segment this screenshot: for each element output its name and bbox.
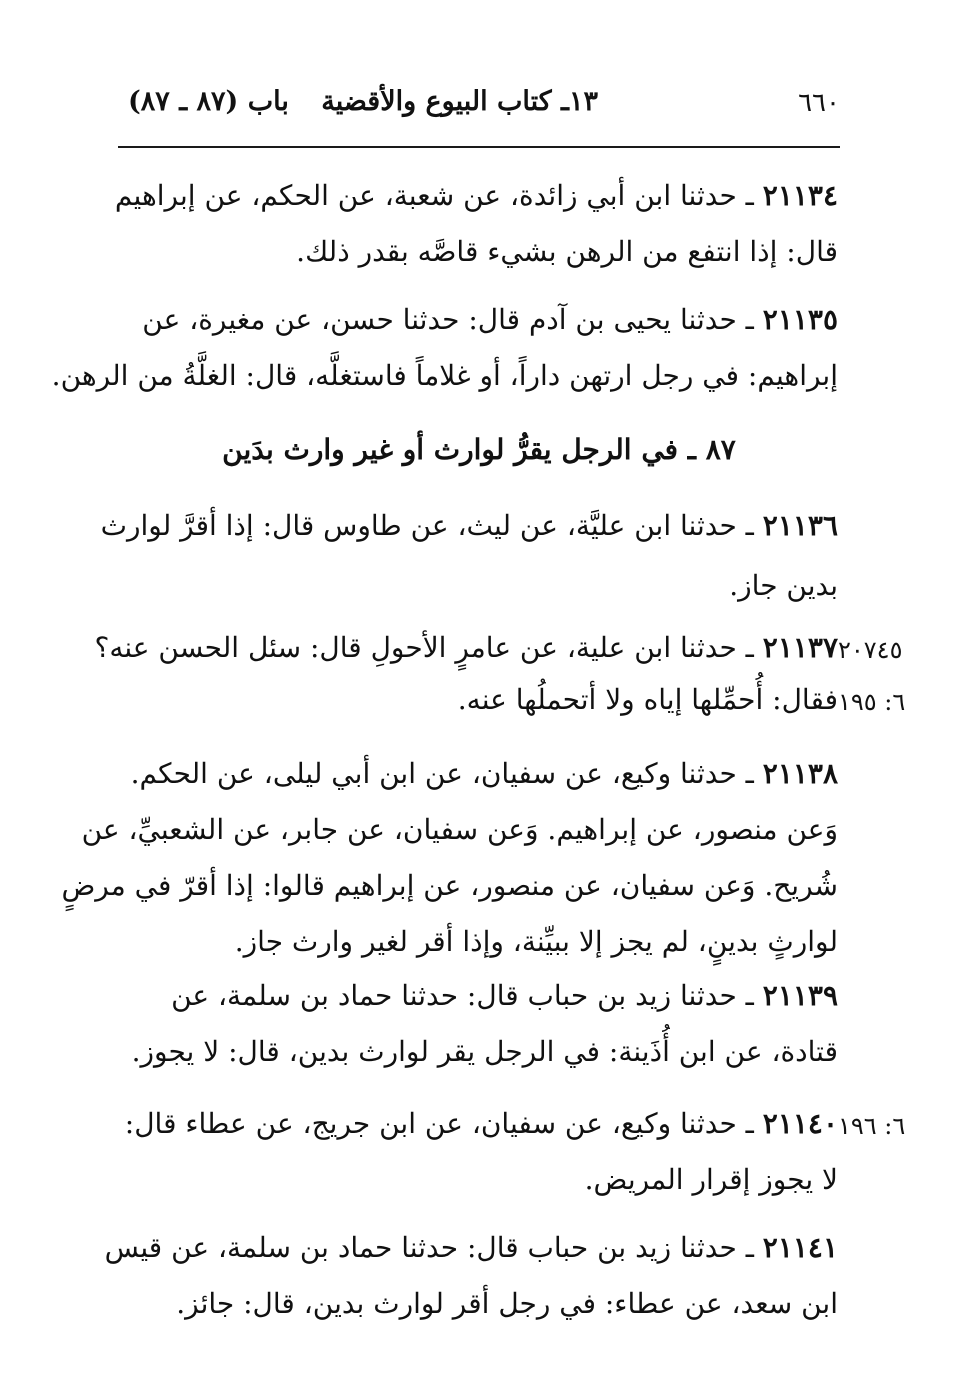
hadith-number: ٢١١٤١ — [762, 1231, 838, 1264]
paragraph-line: وَعن منصور، عن إبراهيم. وَعن سفيان، عن جابر، عن الشعبيِّ، عن — [81, 813, 838, 846]
paragraph-line: ابن سعد، عن عطاء: في رجل أقر لوارث بدين، قال: جائز. — [176, 1287, 838, 1320]
hadith-21139 — [108, 968, 838, 1080]
hadith-number: ٢١١٣٤ — [762, 179, 838, 212]
paragraph-line: بدين جاز. — [729, 569, 838, 602]
paragraph-line — [108, 746, 838, 802]
hadith-21136 — [100, 496, 838, 616]
paragraph-text: ـ حدثنا ابن أبي زائدة، عن شعبة، عن الحكم، عن إبراهيم — [114, 179, 754, 212]
paragraph-line: قال: إذا انتفع من الرهن بشيء قاصَّه بقدر ذلك. — [296, 235, 838, 268]
paragraph-line: شُريح. وَعن سفيان، عن منصور، عن إبراهيم قالوا: إذا أقرّ في مرضٍ — [61, 869, 838, 902]
hadith-number: ٢١١٣٥ — [762, 303, 838, 336]
paragraph-text: ـ حدثنا وكيع، عن سفيان، عن ابن جريج، عن عطاء قال: — [124, 1107, 754, 1140]
paragraph-text: ـ حدثنا ابن علية، عن عامرٍ الأحولِ قال: سئل الحسن عنه؟ — [94, 631, 754, 664]
page-number: ٦٦٠ — [798, 88, 840, 118]
paragraph-line — [104, 1220, 838, 1276]
paragraph-line — [100, 496, 838, 556]
hadith-number: ٢١١٣٧ — [762, 631, 838, 664]
hadith-21135 — [51, 292, 838, 404]
paragraph-line — [108, 168, 838, 224]
paragraph-line — [108, 1096, 838, 1152]
paragraph-line — [108, 968, 838, 1024]
running-header — [118, 74, 840, 148]
paragraph-text: ـ حدثنا وكيع، عن سفيان، عن ابن أبي ليلى، عن الحكم. — [130, 757, 754, 790]
paragraph-line: إبراهيم: في رجل ارتهن داراً، أو غلاماً فاستغلَّه، قال: الغلَّةُ من الرهن. — [51, 359, 838, 392]
chapter-range: باب (٨٧ ـ ٨٧) — [128, 86, 289, 117]
hadith-21141 — [104, 1220, 838, 1332]
paragraph-line: لوارثٍ بدينٍ، لم يجز إلا ببيِّنة، وإذا أقر لغير وارث جاز. — [234, 925, 838, 958]
paragraph-text: ـ حدثنا ابن عليَّة، عن ليث، عن طاوس قال: إذا أقرَّ لوارث — [100, 509, 754, 542]
paragraph-line — [108, 292, 838, 348]
hadith-number: ٢١١٣٦ — [762, 509, 838, 542]
hadith-number: ٢١١٣٩ — [762, 979, 838, 1012]
book-title: ١٣ـ كتاب البيوع والأقضية — [321, 86, 598, 117]
section-heading: ٨٧ ـ في الرجل يقرُّ لوارث أو غير وارث بدَين — [222, 433, 736, 466]
hadith-number: ٢١١٤٠ — [762, 1107, 838, 1140]
paragraph-text: ـ حدثنا يحيى بن آدم قال: حدثنا حسن، عن مغيرة، عن — [142, 303, 754, 336]
margin-reference: ٦: ١٩٦ — [838, 1112, 906, 1140]
hadith-21137 — [94, 622, 838, 726]
paragraph-text: ـ حدثنا زيد بن حباب قال: حدثنا حماد بن سلمة، عن — [171, 979, 754, 1012]
paragraph-line: قتادة، عن ابن أُذَينة: في الرجل يقر لوارث بدين، قال: لا يجوز. — [131, 1035, 838, 1068]
hadith-number: ٢١١٣٨ — [762, 757, 838, 790]
paragraph-line: فقال: أُحمِّلها إياه ولا أتحملُها عنه. — [457, 683, 838, 716]
hadith-21134 — [108, 168, 838, 280]
margin-reference: ٦: ١٩٥ — [838, 688, 906, 716]
paragraph-line — [94, 622, 838, 674]
paragraph-line: لا يجوز إقرار المريض. — [584, 1163, 838, 1196]
hadith-21138 — [61, 746, 838, 970]
paragraph-text: ـ حدثنا زيد بن حباب قال: حدثنا حماد بن سلمة، عن قيس — [104, 1231, 754, 1264]
margin-reference: ٢٠٧٤٥ — [838, 636, 903, 664]
hadith-21140 — [108, 1096, 838, 1208]
